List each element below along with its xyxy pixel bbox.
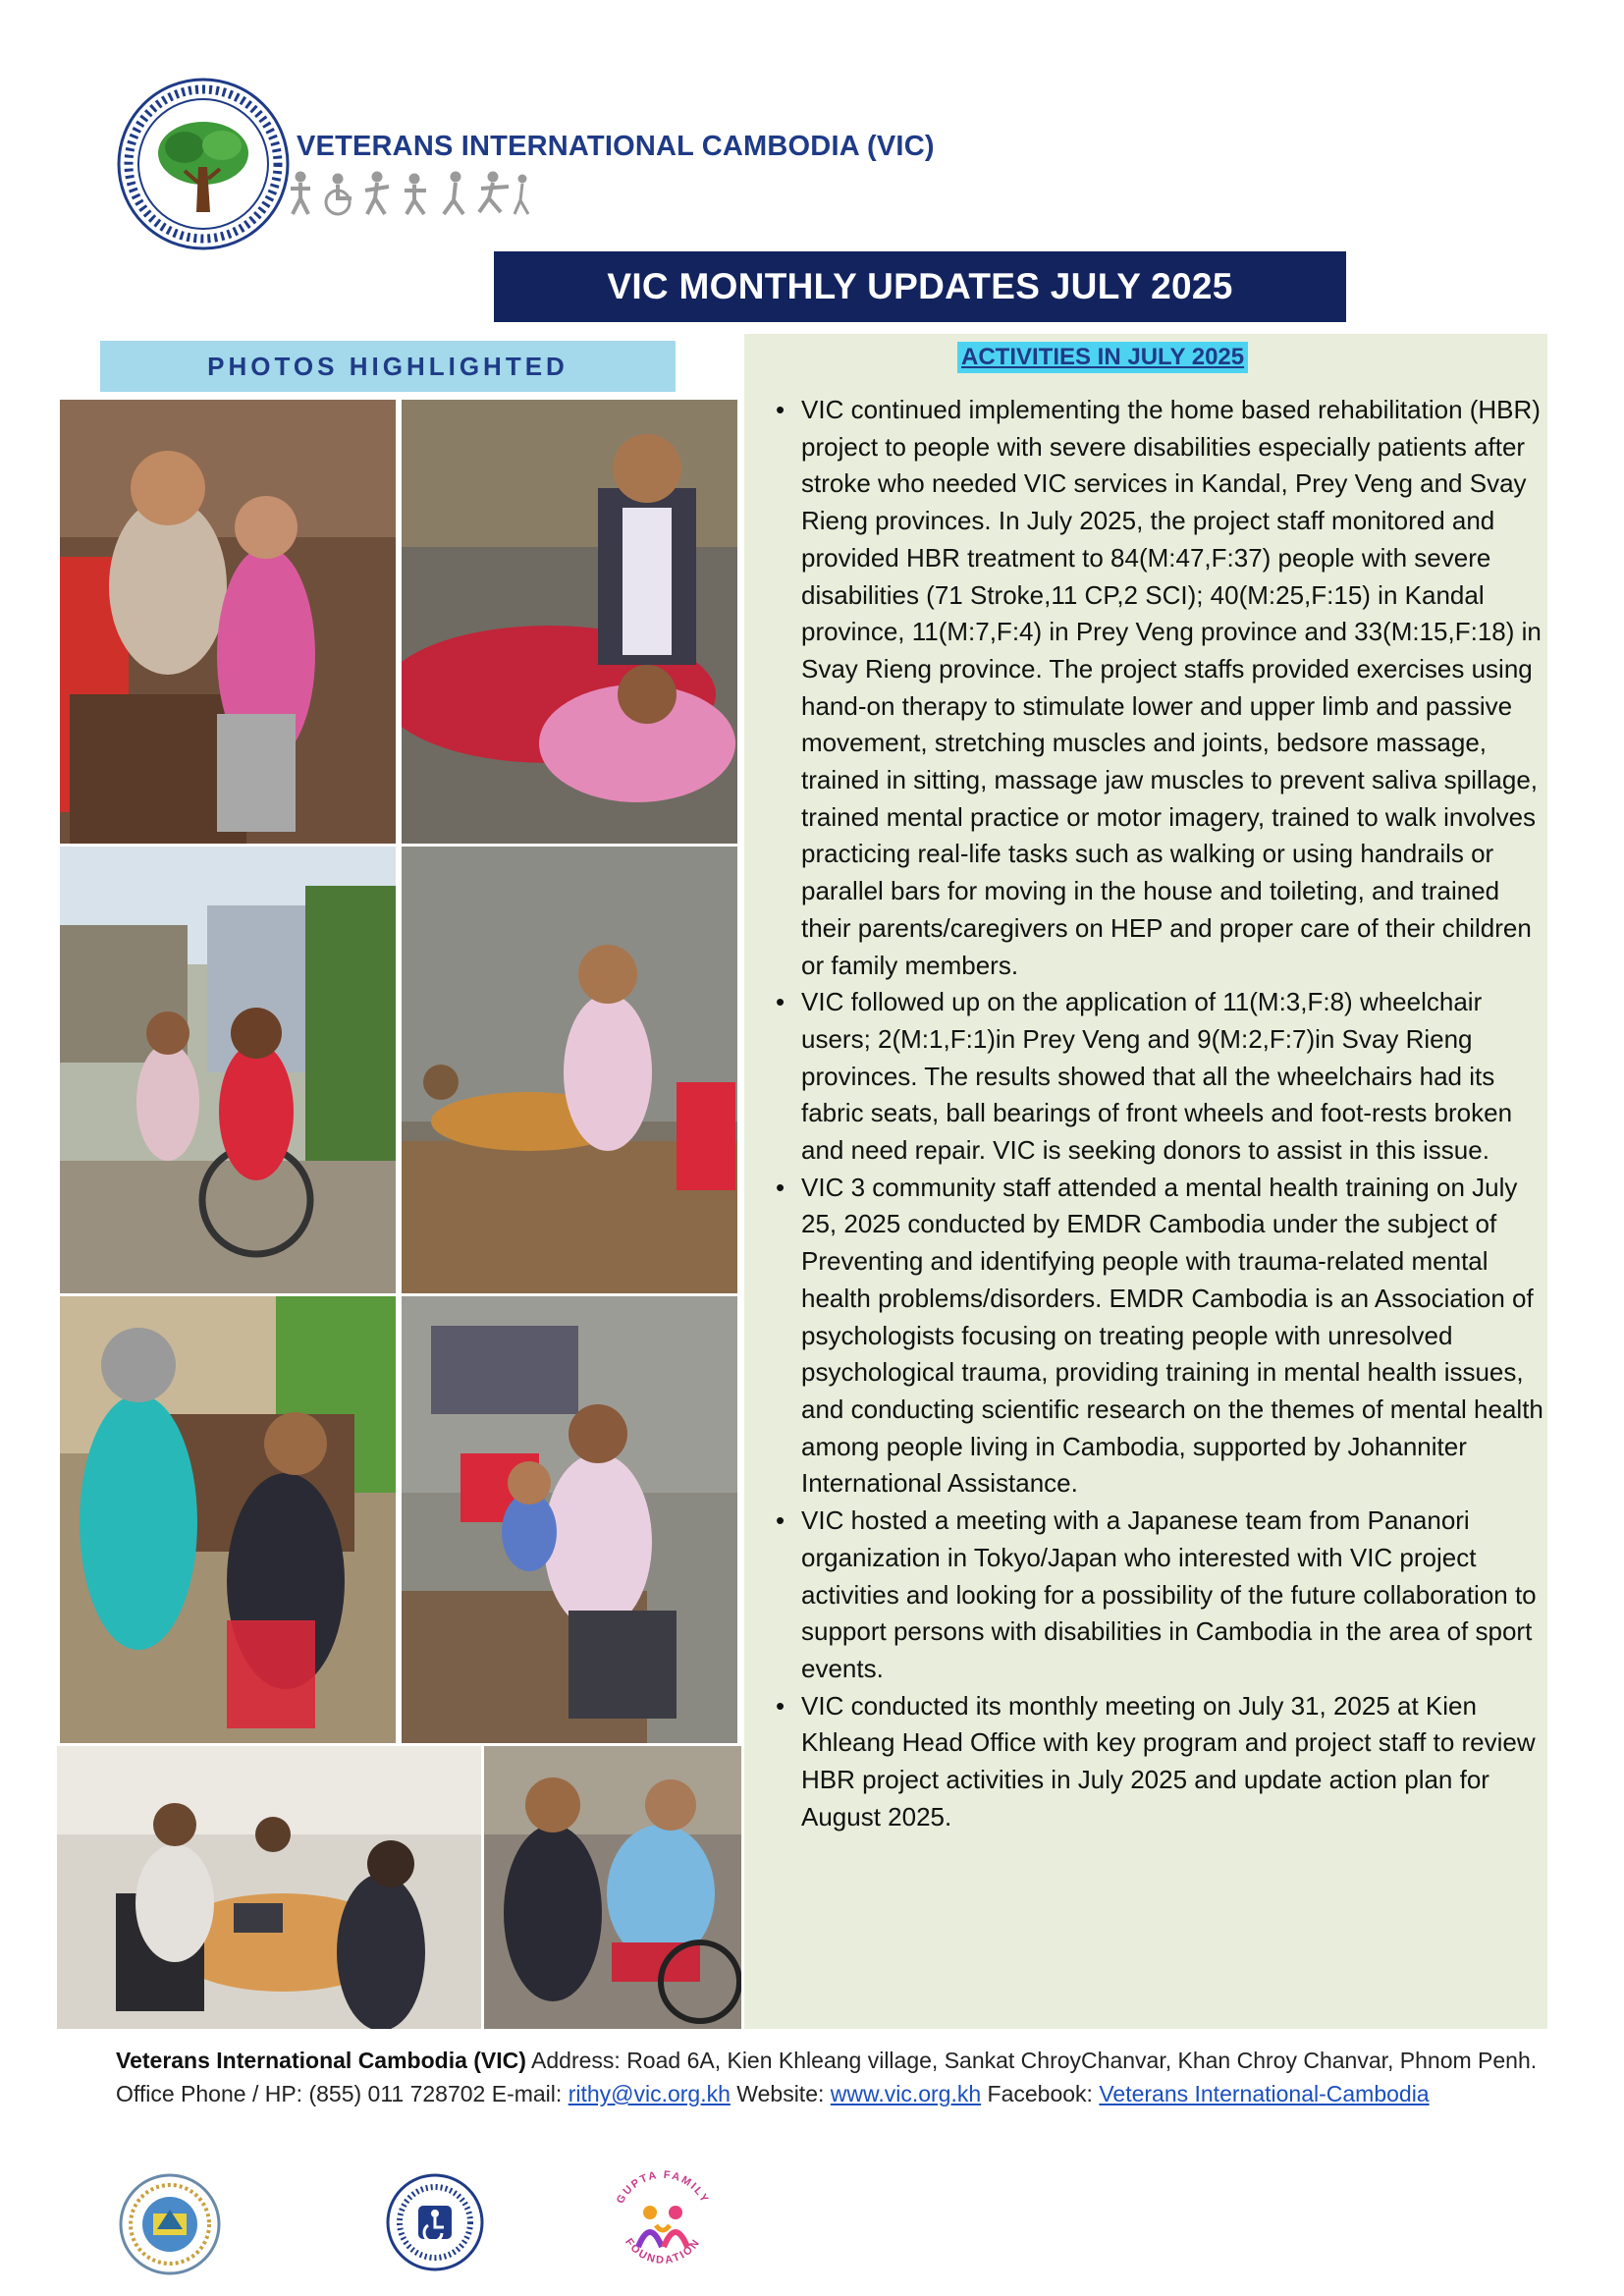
activity-item: • VIC 3 community staff attended a mental health training on July 25, 2025 conducted by EMDR Cambodia under the subject of Preventing and identifying people with trauma-related mental health problems/disorders. EMDR Cambodia is an Association of psychologists focusing on treating people with unresolved psychological trauma, providing training in mental health issues, and conducting scientific research on the themes of mental health among people living in Cambodia, supported by Johanniter International Assistance. [776, 1170, 1543, 1503]
activity-item: • VIC conducted its monthly meeting on July 31, 2025 at Kien Khleang Head Office with key program and project staff to review HBR project activities in July 2025 and update action plan for August 2025. [776, 1688, 1543, 1836]
footer-contact [116, 2044, 1540, 2110]
activities-list [776, 392, 1543, 1835]
facebook-link[interactable]: Veterans International-Cambodia [1099, 2081, 1430, 2106]
staff-treating-elderly-woman-photo [60, 1296, 396, 1743]
org-title: VETERANS INTERNATIONAL CAMBODIA (VIC) [297, 131, 935, 162]
activities-heading: ACTIVITIES IN JULY 2025 [957, 342, 1248, 373]
photos-highlighted-label: PHOTOS HIGHLIGHTED [100, 341, 676, 392]
staff-treating-patient-on-floor-photo [402, 847, 737, 1293]
svg-text:FOUNDATION: FOUNDATION [623, 2236, 703, 2267]
partner-emblem-icon [116, 2170, 224, 2278]
staff-with-child-photo [60, 400, 396, 844]
activity-item: • VIC followed up on the application of 11(M:3,F:8) wheelchair users; 2(M:1,F:1)in Prey Veng and 9(M:2,F:7)in Svay Rieng provinces. The results showed that all the wheelchairs had its fabric seats, ball bearings of front wheels and foot-rests broken and need repair. VIC is seeking donors to assist in this issue. [776, 984, 1543, 1170]
activity-item: • VIC hosted a meeting with a Japanese team from Pananori organization in Tokyo/Japan who interested with VIC project activities and looking for a possibility of the future collaboration to support persons with disabilities in Cambodia in the area of sport events. [776, 1503, 1543, 1688]
monthly-update-banner: VIC MONTHLY UPDATES JULY 2025 [494, 251, 1346, 322]
staff-treating-elderly-man-photo [484, 1746, 741, 2029]
staff-with-wheelchair-user-photo [60, 847, 396, 1293]
vic-tree-logo-icon [116, 77, 291, 251]
footer-org-name: Veterans International Cambodia (VIC) [116, 2048, 526, 2073]
disability-council-logo-icon [381, 2168, 489, 2276]
website-link[interactable]: www.vic.org.kh [830, 2081, 982, 2106]
website-label: Website: [730, 2081, 831, 2106]
svg-text:GUPTA FAMILY: GUPTA FAMILY [614, 2168, 712, 2207]
meeting-with-japanese-team-photo [57, 1746, 481, 2029]
disability-figures-icon [287, 169, 532, 218]
email-link[interactable]: rithy@vic.org.kh [568, 2081, 731, 2106]
footer-address: Address: Road 6A, Kien Khleang village, Sankat ChroyChanvar, Khan Chroy Chanvar, Phnom Penh. Office Phone / HP: (855) 011 728702 E-mail: [116, 2048, 1538, 2106]
gupta-family-foundation-logo [599, 2159, 727, 2286]
facebook-label: Facebook: [981, 2081, 1100, 2106]
staff-treating-patient-in-bed-photo [402, 400, 737, 844]
staff-with-child-in-house-photo [402, 1296, 737, 1743]
activity-item: • VIC continued implementing the home based rehabilitation (HBR) project to people with severe disabilities especially patients after stroke who needed VIC services in Kandal, Prey Veng and Svay Rieng provinces. In July 2025, the project staff monitored and provided HBR treatment to 84(M:47,F:37) people with severe disabilities (71 Stroke,11 CP,2 SCI); 40(M:25,F:15) in Kandal province, 11(M:7,F:4) in Prey Veng province and 33(M:15,F:18) in Svay Rieng province. The project staffs provided exercises using hand-on therapy to stimulate lower and upper limb and passive movement, stretching muscles and joints, bedsore massage, trained in sitting, massage jaw muscles to prevent saliva spillage, trained mental practice or motor imagery, trained to walk involves practicing real-life tasks such as walking or using handrails or parallel bars for moving in the house and toileting, and trained their parents/caregivers on HEP and proper care of their children or family members. [776, 392, 1543, 984]
